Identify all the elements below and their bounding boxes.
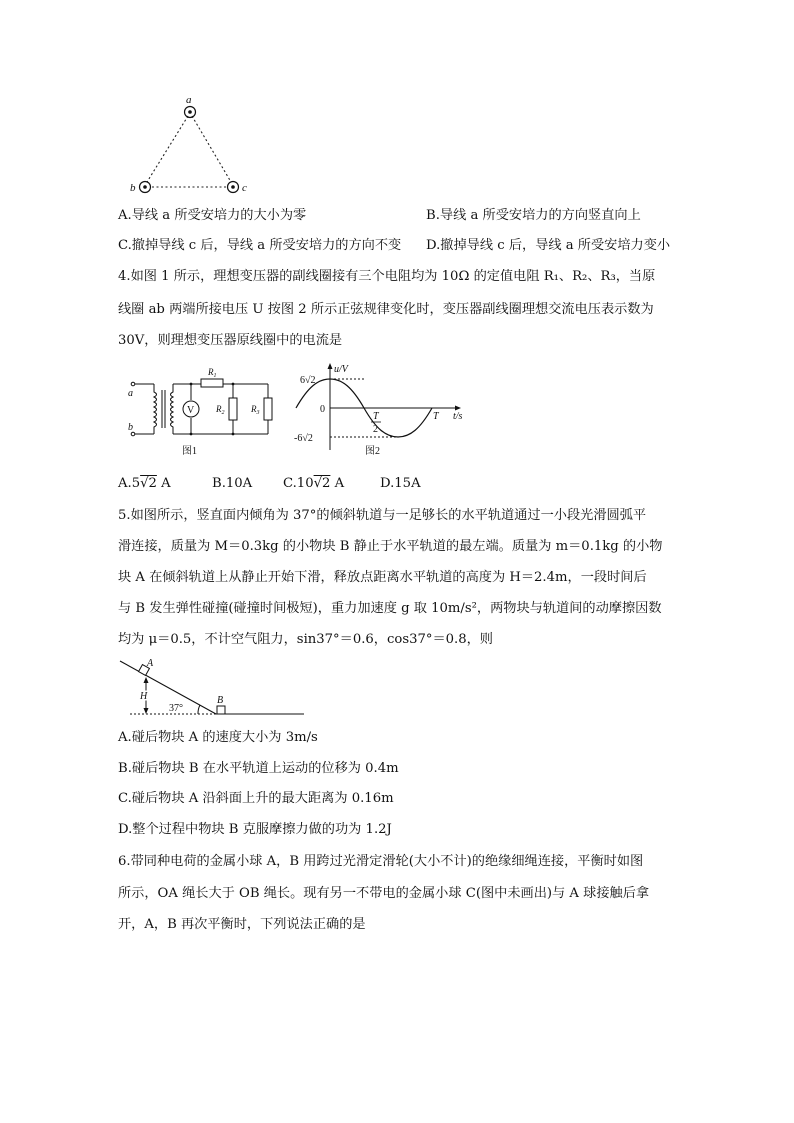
triangle-wires-figure [125, 92, 245, 192]
label-a: a [186, 94, 192, 106]
y-top-label: 6√2 [300, 375, 316, 386]
q4-line-2: 线圈 ab 两端所接电压 U 按图 2 所示正弦规律变化时，变压器副线圈理想交流电压表示数为 [118, 302, 654, 317]
angle-label: 37° [169, 703, 183, 714]
q6-line-3: 开，A，B 再次平衡时，下列说法正确的是 [118, 917, 366, 932]
voltmeter-label: V [187, 405, 195, 416]
q3-option-d: D.撤掉导线 c 后，导线 a 所受安培力变小 [426, 238, 671, 253]
transformer-circuit-figure [120, 362, 280, 457]
y-axis-label: u/V [334, 364, 348, 375]
q5-line-3: 块 A 在倾斜轨道上从静止开始下滑，释放点距离水平轨道的高度为 H＝2.4m，一段时间后 [118, 570, 647, 585]
wire-a-symbol [185, 107, 196, 118]
label-b: b [130, 182, 136, 194]
wire-b-symbol [140, 182, 151, 193]
q5-option-c: C.碰后物块 A 沿斜面上升的最大距离为 0.16m [118, 791, 394, 806]
q4-option-c: C.10√2 A [283, 476, 345, 491]
label-c: c [242, 182, 247, 194]
resistor-r1 [201, 379, 223, 387]
q4-option-d: D.15A [380, 476, 421, 491]
q5-option-b: B.碰后物块 B 在水平轨道上运动的位移为 0.4m [118, 761, 399, 776]
q5-option-a: A.碰后物块 A 的速度大小为 3m/s [118, 730, 318, 745]
q6-line-2: 所示，OA 绳长大于 OB 绳长。现有另一不带电的金属小球 C(图中未画出)与 A 球接触后拿 [118, 886, 650, 901]
terminal-a-label: a [128, 388, 133, 399]
q5-line-5: 均为 μ＝0.5，不计空气阻力，sin37°＝0.6，cos37°＝0.8，则 [118, 632, 493, 647]
block-b-label: B [217, 695, 224, 706]
q3-option-c: C.撤掉导线 c 后，导线 a 所受安培力的方向不变 [118, 238, 402, 253]
q4-line-1: 4.如图 1 所示，理想变压器的副线圈接有三个电阻均为 10Ω 的定值电阻 R₁、R₂、R₃，当原 [118, 269, 656, 284]
block-b [217, 706, 225, 714]
r2-label: $R_2$ [216, 404, 225, 416]
q5-line-4: 与 B 发生弹性碰撞(碰撞时间极短)，重力加速度 g 取 10m/s²，两物块与轨道间的动摩擦因数 [118, 601, 662, 616]
q5-line-2: 滑连接，质量为 M＝0.3kg 的小物块 B 静止于水平轨道的最左端。质量为 m＝0.1kg 的小物 [118, 539, 663, 554]
q4-line-3: 30V，则理想变压器原线圈中的电流是 [118, 333, 343, 348]
resistor-r3 [264, 398, 272, 420]
q4-option-b: B.10A [212, 476, 253, 491]
q3-option-b: B.导线 a 所受安培力的方向竖直向上 [426, 208, 641, 223]
figure-2-caption: 图2 [365, 446, 380, 457]
wire-c-symbol [228, 182, 239, 193]
incline-track-figure [118, 657, 313, 719]
q3-option-a: A.导线 a 所受安培力的大小为零 [118, 208, 307, 223]
half-period-numerator: T [373, 411, 379, 422]
height-label: H [140, 691, 148, 702]
half-period-denominator: 2 [373, 424, 378, 435]
q6-line-1: 6.带同种电荷的金属小球 A，B 用跨过光滑定滑轮(大小不计)的绝缘细绳连接，平衡时如图 [118, 854, 644, 869]
x-axis-label: t/s [453, 411, 463, 422]
terminal-b-label: b [128, 422, 133, 433]
q5-line-1: 5.如图所示，竖直面内倾角为 37°的倾斜轨道与一足够长的水平轨道通过一小段光滑圆弧平 [118, 508, 647, 523]
q5-option-d: D.整个过程中物块 B 克服摩擦力做的功为 1.2J [118, 822, 392, 837]
r3-label: $R_3$ [251, 404, 260, 416]
resistor-r2 [229, 398, 237, 420]
y-bottom-label: -6√2 [294, 433, 313, 444]
figure-1-caption: 图1 [182, 446, 197, 457]
q4-option-a: A.5√2 A [118, 476, 171, 491]
r1-label: $R_1$ [208, 367, 217, 379]
y-zero-label: 0 [320, 404, 325, 415]
period-label: T [433, 411, 439, 422]
voltage-sine-figure [290, 362, 475, 457]
block-a-label: A [147, 658, 154, 669]
